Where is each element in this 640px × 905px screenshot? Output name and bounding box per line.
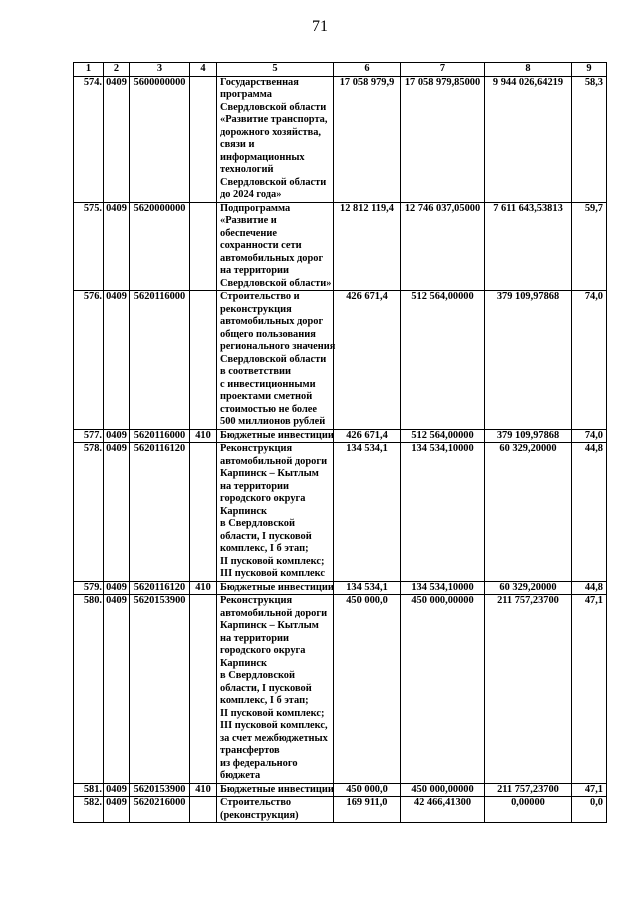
target-code: 5600000000 xyxy=(130,76,190,202)
description-line: II пусковой комплекс; xyxy=(220,555,325,567)
description-line: общего пользования xyxy=(220,328,316,340)
description-line: «Развитие и xyxy=(220,215,277,226)
description-line: «Развитие транспорта, xyxy=(220,114,328,125)
target-code: 5620116120 xyxy=(130,443,190,582)
description-line: Бюджетные инвестиции xyxy=(220,783,334,795)
budget-table xyxy=(73,62,607,823)
section-code: 0409 xyxy=(104,581,130,595)
expense-type: 410 xyxy=(190,783,217,797)
row-number: 576. xyxy=(74,291,104,430)
refined-amount: 134 534,10000 xyxy=(401,443,485,582)
table-row xyxy=(74,443,607,582)
description-line: городского округа xyxy=(220,645,306,656)
planned-amount: 450 000,0 xyxy=(334,783,401,797)
table-row xyxy=(74,291,607,430)
description-line: Карпинск – Кытлым xyxy=(220,620,319,631)
description-line: Государственная xyxy=(220,76,299,88)
refined-amount: 512 564,00000 xyxy=(401,291,485,430)
row-number: 581. xyxy=(74,783,104,797)
description-line: программа xyxy=(220,89,272,100)
executed-amount: 211 757,23700 xyxy=(485,595,572,784)
description-line: до 2024 года» xyxy=(220,189,282,200)
planned-amount: 169 911,0 xyxy=(334,797,401,823)
description-line: в Свердловской xyxy=(220,670,295,681)
row-description xyxy=(217,443,334,582)
description-line: II пусковой комплекс; xyxy=(220,707,325,719)
refined-amount: 134 534,10000 xyxy=(401,581,485,595)
target-code: 5620216000 xyxy=(130,797,190,823)
refined-amount: 12 746 037,05000 xyxy=(401,202,485,291)
refined-amount: 450 000,00000 xyxy=(401,595,485,784)
executed-amount: 211 757,23700 xyxy=(485,783,572,797)
description-line: Карпинск xyxy=(220,657,267,669)
target-code: 5620153900 xyxy=(130,783,190,797)
description-line: Реконструкция xyxy=(220,595,293,606)
expense-type: 410 xyxy=(190,581,217,595)
table-row xyxy=(74,797,607,823)
description-line: в соответствии xyxy=(220,366,291,377)
description-line: Карпинск – Кытлым xyxy=(220,468,319,479)
description-line: Строительство xyxy=(220,797,292,808)
description-line: автомобильных дорог xyxy=(220,252,324,264)
execution-percent: 0,0 xyxy=(572,797,607,823)
planned-amount: 12 812 119,4 xyxy=(334,202,401,291)
expense-type: 410 xyxy=(190,429,217,443)
description-line: 500 миллионов рублей xyxy=(220,416,326,427)
table-row xyxy=(74,429,607,443)
planned-amount: 426 671,4 xyxy=(334,429,401,443)
expense-type xyxy=(190,202,217,291)
execution-percent: 74,0 xyxy=(572,429,607,443)
row-number: 580. xyxy=(74,595,104,784)
description-line: обеспечение xyxy=(220,227,278,239)
description-line: Свердловской области xyxy=(220,353,327,365)
executed-amount: 60 329,20000 xyxy=(485,443,572,582)
description-line: трансфертов xyxy=(220,745,280,756)
description-line: Карпинск xyxy=(220,505,267,517)
target-code: 5620116000 xyxy=(130,429,190,443)
section-code: 0409 xyxy=(104,797,130,823)
table-body xyxy=(74,76,607,823)
row-description xyxy=(217,429,334,443)
section-code: 0409 xyxy=(104,783,130,797)
description-line: связи и xyxy=(220,139,255,150)
execution-percent: 58,3 xyxy=(572,76,607,202)
table-row xyxy=(74,595,607,784)
page-number: 71 xyxy=(312,18,328,35)
execution-percent: 74,0 xyxy=(572,291,607,430)
refined-amount: 42 466,41300 xyxy=(401,797,485,823)
table-row xyxy=(74,581,607,595)
row-description xyxy=(217,202,334,291)
description-line: городского округа xyxy=(220,493,306,504)
execution-percent: 47,1 xyxy=(572,595,607,784)
description-line: области, I пусковой xyxy=(220,682,312,694)
row-description xyxy=(217,76,334,202)
target-code: 5620153900 xyxy=(130,595,190,784)
row-number: 579. xyxy=(74,581,104,595)
description-line: регионального значения xyxy=(220,341,336,352)
description-line: комплекс, I б этап; xyxy=(220,695,309,706)
executed-amount: 7 611 643,53813 xyxy=(485,202,572,291)
expense-type xyxy=(190,443,217,582)
planned-amount: 134 534,1 xyxy=(334,581,401,595)
section-code: 0409 xyxy=(104,429,130,443)
description-line: III пусковой комплекс, xyxy=(220,720,328,731)
execution-percent: 44,8 xyxy=(572,581,607,595)
description-line: с инвестиционными xyxy=(220,378,316,390)
column-header-4: 4 xyxy=(190,63,217,77)
execution-percent: 59,7 xyxy=(572,202,607,291)
table-row xyxy=(74,76,607,202)
target-code: 5620000000 xyxy=(130,202,190,291)
row-description xyxy=(217,797,334,823)
description-line: Бюджетные инвестиции xyxy=(220,581,334,593)
row-number: 575. xyxy=(74,202,104,291)
description-line: автомобильной дороги xyxy=(220,607,328,619)
planned-amount: 17 058 979,9 xyxy=(334,76,401,202)
refined-amount: 512 564,00000 xyxy=(401,429,485,443)
section-code: 0409 xyxy=(104,595,130,784)
description-line: автомобильных дорог xyxy=(220,316,324,327)
expense-type xyxy=(190,291,217,430)
expense-type xyxy=(190,595,217,784)
header-row xyxy=(74,63,607,77)
executed-amount: 60 329,20000 xyxy=(485,581,572,595)
description-line: III пусковой комплекс xyxy=(220,568,326,579)
description-line: Бюджетные инвестиции xyxy=(220,429,334,441)
column-header-9: 9 xyxy=(572,63,607,77)
expense-type xyxy=(190,76,217,202)
section-code: 0409 xyxy=(104,291,130,430)
description-line: автомобильной дороги xyxy=(220,455,328,467)
description-line: из федерального xyxy=(220,757,298,769)
row-description xyxy=(217,783,334,797)
description-line: дорожного хозяйства, xyxy=(220,126,322,138)
description-line: сохранности сети xyxy=(220,240,302,251)
executed-amount: 9 944 026,64219 xyxy=(485,76,572,202)
target-code: 5620116000 xyxy=(130,291,190,430)
description-line: комплекс, I б этап; xyxy=(220,543,309,554)
row-description xyxy=(217,291,334,430)
section-code: 0409 xyxy=(104,76,130,202)
planned-amount: 426 671,4 xyxy=(334,291,401,430)
row-number: 577. xyxy=(74,429,104,443)
row-number: 574. xyxy=(74,76,104,202)
column-header-6: 6 xyxy=(334,63,401,77)
table-row xyxy=(74,783,607,797)
section-code: 0409 xyxy=(104,202,130,291)
description-line: стоимостью не более xyxy=(220,403,318,415)
executed-amount: 379 109,97868 xyxy=(485,429,572,443)
description-line: за счет межбюджетных xyxy=(220,732,328,744)
description-line: области, I пусковой xyxy=(220,530,312,542)
column-header-1: 1 xyxy=(74,63,104,77)
execution-percent: 44,8 xyxy=(572,443,607,582)
description-line: Строительство и xyxy=(220,291,300,302)
description-line: информационных xyxy=(220,151,305,163)
target-code: 5620116120 xyxy=(130,581,190,595)
description-line: проектами сметной xyxy=(220,391,313,402)
table-row xyxy=(74,202,607,291)
description-line: бюджета xyxy=(220,770,261,781)
executed-amount: 0,00000 xyxy=(485,797,572,823)
description-line: Свердловской области xyxy=(220,101,327,113)
row-number: 578. xyxy=(74,443,104,582)
description-line: на территории xyxy=(220,480,289,492)
description-line: Реконструкция xyxy=(220,443,293,454)
expense-type xyxy=(190,797,217,823)
description-line: реконструкция xyxy=(220,303,292,315)
planned-amount: 450 000,0 xyxy=(334,595,401,784)
column-header-3: 3 xyxy=(130,63,190,77)
row-description xyxy=(217,595,334,784)
section-code: 0409 xyxy=(104,443,130,582)
row-description xyxy=(217,581,334,595)
execution-percent: 47,1 xyxy=(572,783,607,797)
description-line: Свердловской области» xyxy=(220,277,332,289)
column-header-7: 7 xyxy=(401,63,485,77)
description-line: на территории xyxy=(220,632,289,644)
column-header-2: 2 xyxy=(104,63,130,77)
refined-amount: 450 000,00000 xyxy=(401,783,485,797)
description-line: на территории xyxy=(220,265,289,276)
description-line: (реконструкция) xyxy=(220,809,299,821)
description-line: в Свердловской xyxy=(220,518,295,529)
refined-amount: 17 058 979,85000 xyxy=(401,76,485,202)
description-line: Подпрограмма xyxy=(220,202,291,214)
column-header-5: 5 xyxy=(217,63,334,77)
description-line: Свердловской области xyxy=(220,176,327,188)
row-number: 582. xyxy=(74,797,104,823)
description-line: технологий xyxy=(220,164,274,175)
column-header-8: 8 xyxy=(485,63,572,77)
planned-amount: 134 534,1 xyxy=(334,443,401,582)
executed-amount: 379 109,97868 xyxy=(485,291,572,430)
